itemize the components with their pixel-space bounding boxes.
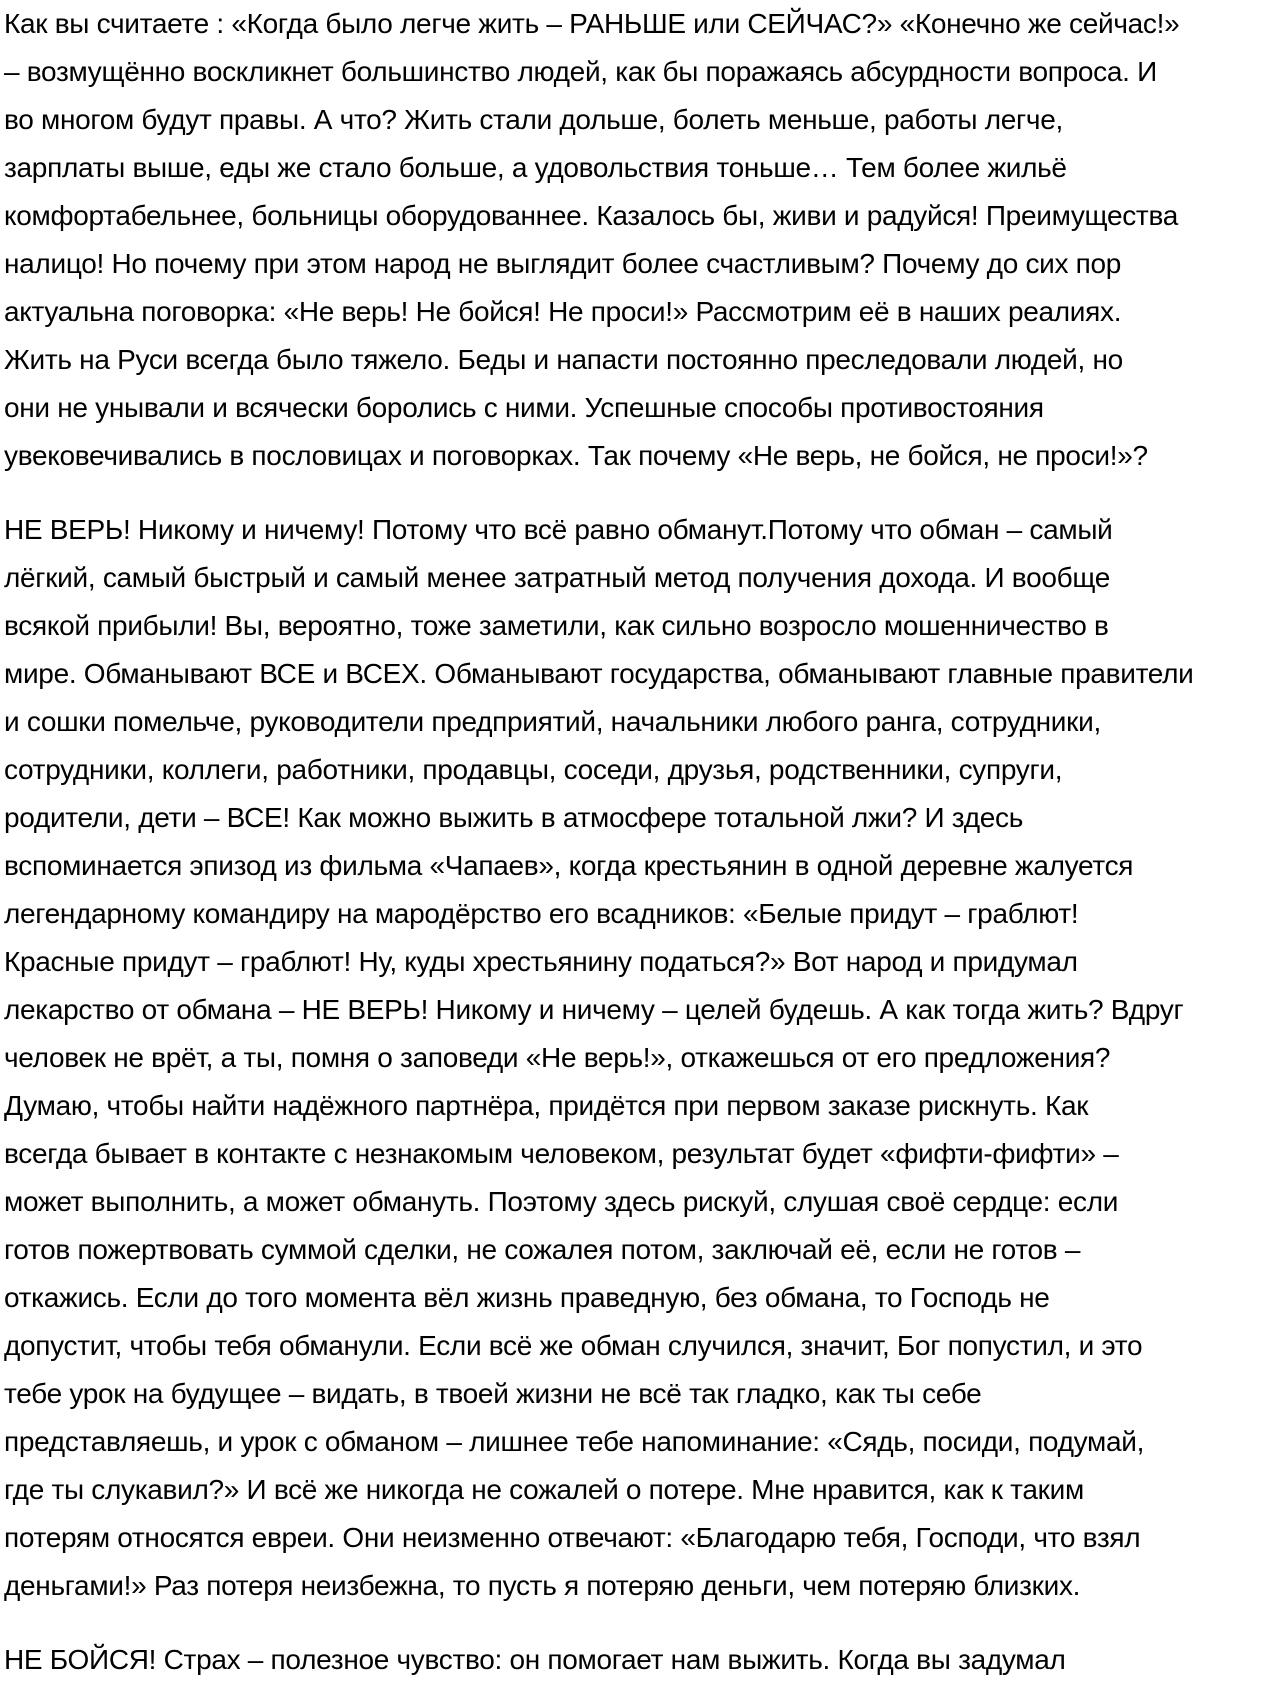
text-line: человек не врёт, а ты, помня о заповеди «Не верь!», откажешься от его предложения?	[4, 1042, 1111, 1073]
text-line: тебе урок на будущее – видать, в твоей жизни не всё так гладко, как ты себе	[4, 1378, 982, 1409]
text-line: комфортабельнее, больницы оборудованнее. Казалось бы, живи и радуйся! Преимущества	[4, 200, 1178, 231]
text-line: потерям относятся евреи. Они неизменно отвечают: «Благодарю тебя, Господи, что взял	[4, 1522, 1141, 1553]
text-line: увековечивались в пословицах и поговорках. Так почему «Не верь, не бойся, не проси!»?	[4, 440, 1148, 471]
text-line: – возмущённо воскликнет большинство людей, как бы поражаясь абсурдности вопроса. И	[4, 56, 1157, 87]
text-line: актуальна поговорка: «Не верь! Не бойся! Не проси!» Рассмотрим её в наших реалиях.	[4, 296, 1122, 327]
text-line: всякой прибыли! Вы, вероятно, тоже заметили, как сильно возросло мошенничество в	[4, 610, 1109, 641]
paragraph-ne-ver	[0, 506, 1270, 1610]
text-line: всегда бывает в контакте с незнакомым человеком, результат будет «фифти-фифти» –	[4, 1138, 1119, 1169]
text-line: во многом будут правы. А что? Жить стали дольше, болеть меньше, работы легче,	[4, 104, 1063, 135]
text-line: допустит, чтобы тебя обманули. Если всё же обман случился, значит, Бог попустил, и это	[4, 1330, 1143, 1361]
text-line: откажись. Если до того момента вёл жизнь праведную, без обмана, то Господь не	[4, 1282, 1050, 1313]
text-line: может выполнить, а может обмануть. Поэтому здесь рискуй, слушая своё сердце: если	[4, 1186, 1119, 1217]
text-line: лёгкий, самый быстрый и самый менее затратный метод получения дохода. И вообще	[4, 562, 1111, 593]
text-line: где ты слукавил?» И всё же никогда не сожалей о потере. Мне нравится, как к таким	[4, 1474, 1084, 1505]
paragraph-ne-boysya	[0, 1636, 1270, 1684]
text-line: родители, дети – ВСЕ! Как можно выжить в атмосфере тотальной лжи? И здесь	[4, 802, 1024, 833]
text-line: вспоминается эпизод из фильма «Чапаев», когда крестьянин в одной деревне жалуется	[4, 850, 1134, 881]
text-line: НЕ ВЕРЬ! Никому и ничему! Потому что всё равно обманут.Потому что обман – самый	[4, 514, 1113, 545]
text-line: и сошки помельче, руководители предприятий, начальники любого ранга, сотрудники,	[4, 706, 1101, 737]
text-line: НЕ БОЙСЯ! Страх – полезное чувство: он помогает нам выжить. Когда вы задумал	[4, 1644, 1066, 1675]
text-line: мире. Обманывают ВСЕ и ВСЕХ. Обманывают государства, обманывают главные правители	[4, 658, 1194, 689]
text-line: деньгами!» Раз потеря неизбежна, то пусть я потеряю деньги, чем потеряю близких.	[4, 1570, 1081, 1601]
text-line: они не унывали и всячески боролись с ними. Успешные способы противостояния	[4, 392, 1044, 423]
text-line: Думаю, чтобы найти надёжного партнёра, придётся при первом заказе рискнуть. Как	[4, 1090, 1089, 1121]
text-line: лекарство от обмана – НЕ ВЕРЬ! Никому и ничему – целей будешь. А как тогда жить? Вдруг	[4, 994, 1184, 1025]
text-line: Красные придут – граблют! Ну, куды хрестьянину податься?» Вот народ и придумал	[4, 946, 1078, 977]
text-line: сотрудники, коллеги, работники, продавцы, соседи, друзья, родственники, супруги,	[4, 754, 1063, 785]
text-line: Как вы считаете : «Когда было легче жить – РАНЬШЕ или СЕЙЧАС?» «Конечно же сейчас!»	[4, 8, 1180, 39]
paragraph-intro	[0, 0, 1270, 480]
text-line: представляешь, и урок с обманом – лишнее тебе напоминание: «Сядь, посиди, подумай,	[4, 1426, 1145, 1457]
text-line: готов пожертвовать суммой сделки, не сожалея потом, заключай её, если не готов –	[4, 1234, 1081, 1265]
text-line: легендарному командиру на мародёрство его всадников: «Белые придут – граблют!	[4, 898, 1079, 929]
text-line: зарплаты выше, еды же стало больше, а удовольствия тоньше… Тем более жильё	[4, 152, 1067, 183]
text-line: налицо! Но почему при этом народ не выглядит более счастливым? Почему до сих пор	[4, 248, 1122, 279]
text-line: Жить на Руси всегда было тяжело. Беды и напасти постоянно преследовали людей, но	[4, 344, 1123, 375]
